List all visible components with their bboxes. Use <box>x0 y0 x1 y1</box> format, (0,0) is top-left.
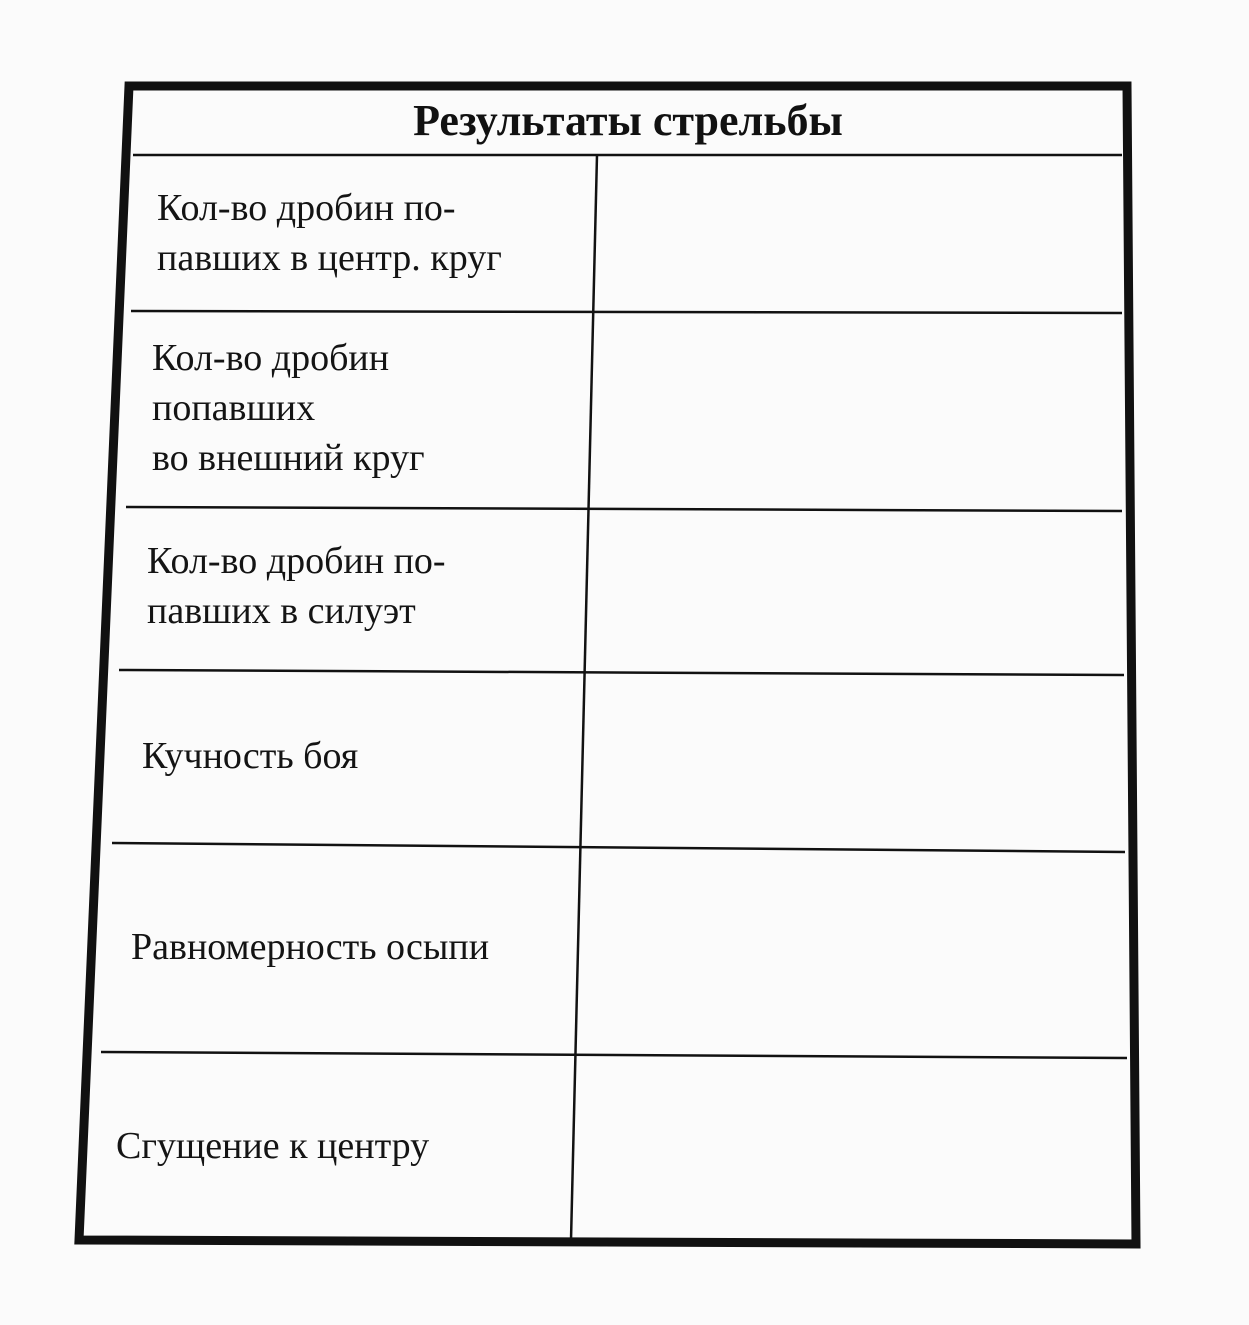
row-value-shot-uniformity[interactable] <box>585 853 1123 1055</box>
row-label-central-circle: Кол-во дробин по- павших в центр. круг <box>157 187 502 279</box>
table-title: Результаты стрельбы <box>413 96 843 145</box>
row-value-central-circle[interactable] <box>600 158 1120 310</box>
row-label-center-concentration: Сгущение к центру <box>116 1125 430 1167</box>
row-value-center-concentration[interactable] <box>577 1060 1125 1236</box>
row-label-pattern-density: Кучность боя <box>142 735 359 777</box>
row-value-silhouette[interactable] <box>594 512 1121 672</box>
row-value-outer-circle[interactable] <box>597 315 1120 508</box>
row-label-outer-circle: Кол-во дробин попавших во внешний круг <box>152 337 425 479</box>
row-label-silhouette: Кол-во дробин по- павших в силуэт <box>147 540 446 632</box>
row-value-pattern-density[interactable] <box>591 677 1122 847</box>
row-divider-1 <box>131 311 1122 313</box>
row-label-shot-uniformity: Равномерность осыпи <box>131 926 490 968</box>
